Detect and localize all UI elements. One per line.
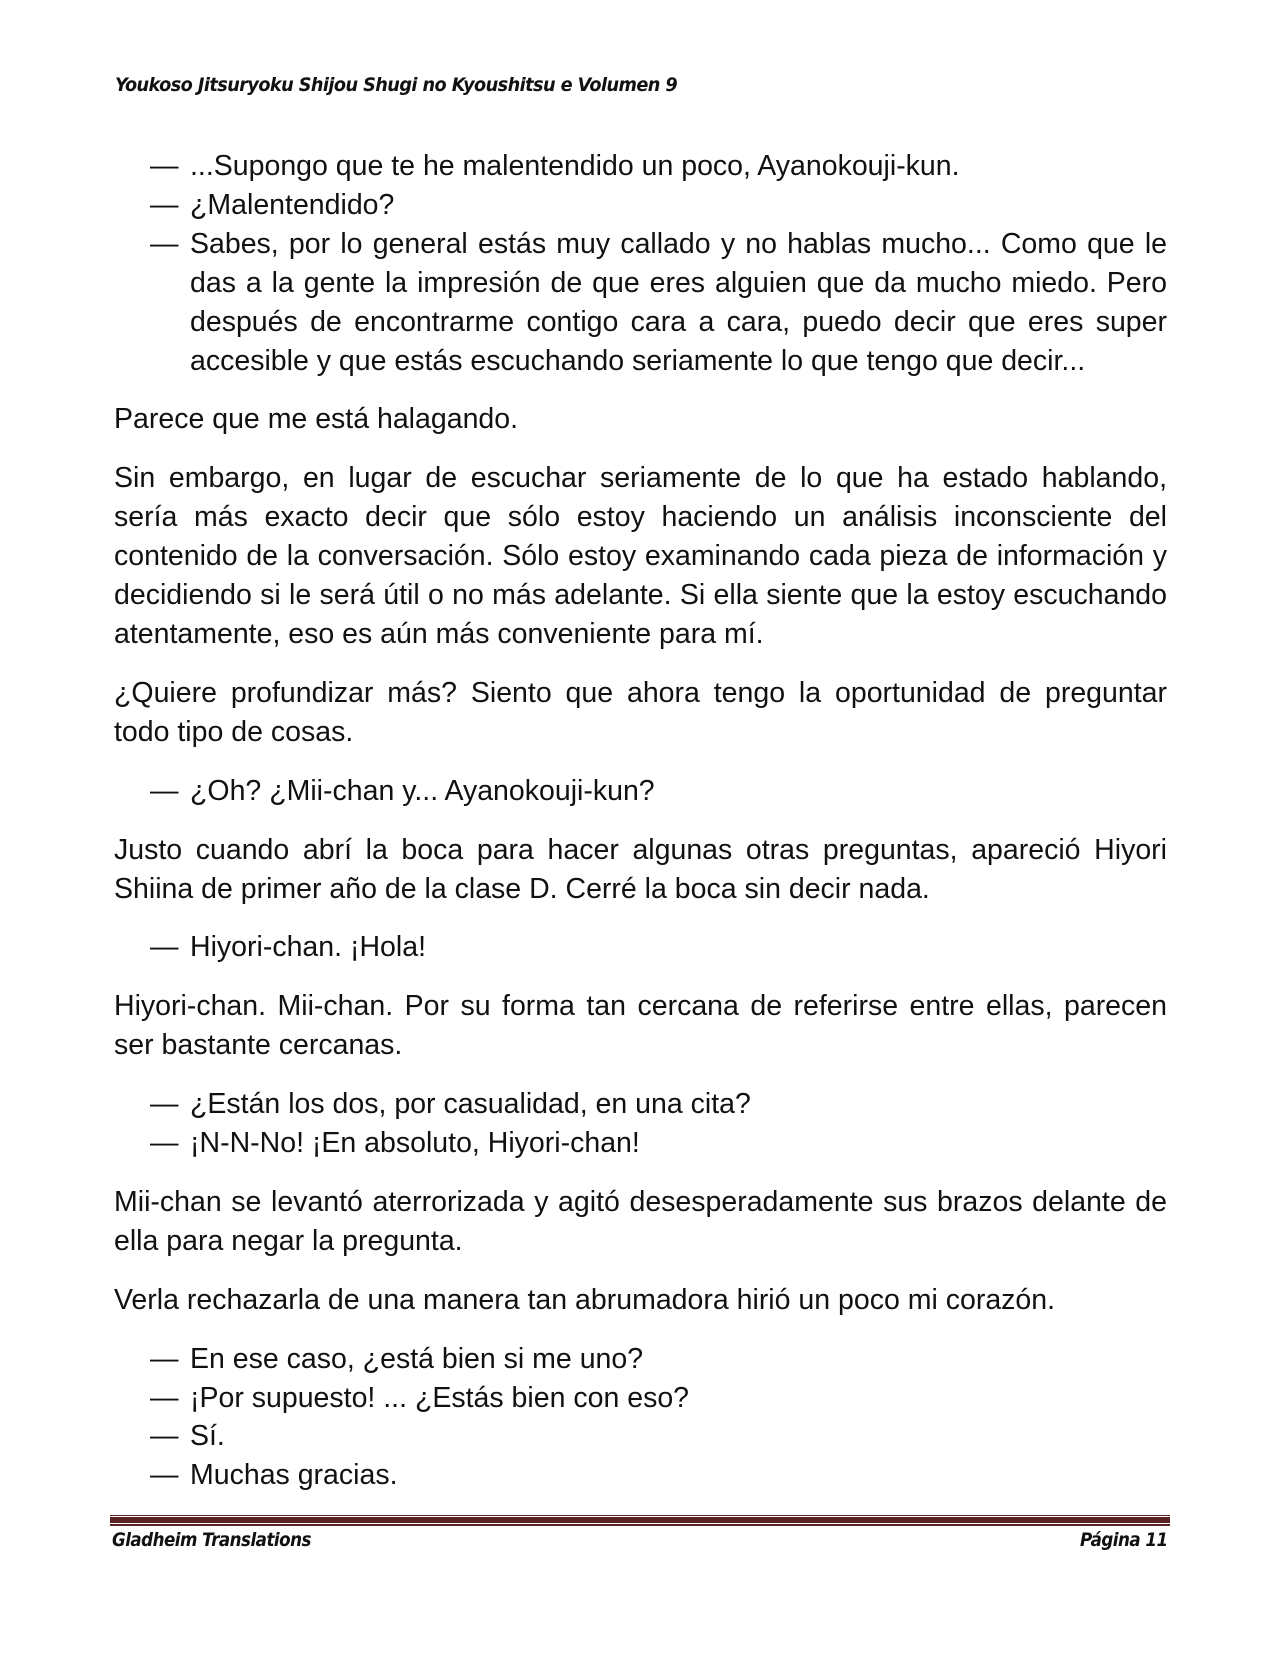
dialogue-dash: — — [150, 1342, 179, 1375]
footer-translator-credit: Gladheim Translations — [112, 1529, 311, 1551]
dialogue-text: ¿Están los dos, por casualidad, en una cita? — [190, 1088, 751, 1121]
dialogue-block — [114, 1340, 1167, 1496]
footer-divider-thin-top — [110, 1515, 1170, 1516]
dialogue-line — [150, 225, 1167, 381]
narration-paragraph: Verla rechazarla de una manera tan abrumadora hirió un poco mi corazón. — [114, 1283, 1056, 1316]
dialogue-dash: — — [150, 1420, 179, 1453]
dialogue-line — [150, 1379, 1167, 1418]
dialogue-block — [114, 772, 1167, 811]
dialogue-dash: — — [150, 188, 179, 221]
dialogue-line — [150, 928, 1167, 967]
narration-paragraph: ¿Quiere profundizar más? Siento que ahora tengo la oportunidad de preguntar todo tipo de cosas. — [114, 676, 1167, 748]
page-header-title: Youkoso Jitsuryoku Shijou Shugi no Kyoushitsu e Volumen 9 — [115, 74, 678, 96]
footer-divider — [110, 1515, 1170, 1526]
dialogue-text: ¿Oh? ¿Mii-chan y... Ayanokouji-kun? — [190, 774, 655, 807]
footer-page-number: Página 11 — [1080, 1529, 1168, 1551]
dialogue-text: Muchas gracias. — [190, 1459, 398, 1492]
dialogue-dash: — — [150, 1459, 179, 1492]
dialogue-text: ¿Malentendido? — [190, 188, 395, 221]
footer-divider-thick — [110, 1517, 1170, 1523]
dialogue-text: Sabes, por lo general estás muy callado y no hablas mucho... Como que le das a la gente la impresión de que eres alguien que da mucho miedo. Pero después de encontrarme contigo cara a cara, puedo decir que eres super accesible y que estás escuchando seriamente lo que tengo que decir... — [190, 227, 1167, 377]
dialogue-dash: — — [150, 1088, 179, 1121]
dialogue-line — [150, 1456, 1167, 1495]
dialogue-dash: — — [150, 774, 179, 807]
dialogue-line — [150, 1340, 1167, 1379]
dialogue-line — [150, 147, 1167, 186]
dialogue-line — [150, 772, 1167, 811]
dialogue-line — [150, 1085, 1167, 1124]
dialogue-text: ...Supongo que te he malentendido un poco, Ayanokouji-kun. — [190, 150, 960, 182]
footer-divider-thin-bottom — [110, 1524, 1170, 1526]
narration-paragraph: Sin embargo, en lugar de escuchar seriamente de lo que ha estado hablando, sería más exacto decir que sólo estoy haciendo un análisis inconsciente del contenido de la conversación. Sólo estoy examinando cada pieza de información y decidiendo si le será útil o no más adelante. Si ella siente que la estoy escuchando atentamente, eso es aún más conveniente para mí. — [114, 462, 1167, 650]
dialogue-dash: — — [150, 931, 179, 964]
dialogue-dash: — — [150, 150, 179, 182]
dialogue-text: Sí. — [190, 1420, 225, 1453]
dialogue-dash: — — [150, 1127, 179, 1160]
narration-paragraph: Parece que me está halagando. — [114, 403, 519, 436]
dialogue-dash: — — [150, 227, 179, 260]
dialogue-block — [114, 1085, 1167, 1163]
dialogue-line — [150, 186, 1167, 225]
page-content — [114, 147, 1167, 1515]
dialogue-text: ¡N-N-No! ¡En absoluto, Hiyori-chan! — [190, 1127, 640, 1160]
dialogue-text: ¡Por supuesto! ... ¿Estás bien con eso? — [190, 1381, 690, 1414]
dialogue-dash: — — [150, 1381, 179, 1414]
dialogue-block — [114, 928, 1167, 967]
narration-paragraph: Justo cuando abrí la boca para hacer algunas otras preguntas, apareció Hiyori Shiina de primer año de la clase D. Cerré la boca sin decir nada. — [114, 833, 1167, 905]
dialogue-text: En ese caso, ¿está bien si me uno? — [190, 1342, 644, 1375]
narration-paragraph: Mii-chan se levantó aterrorizada y agitó desesperadamente sus brazos delante de ella para negar la pregunta. — [114, 1185, 1167, 1257]
dialogue-line — [150, 1124, 1167, 1163]
dialogue-block — [114, 147, 1167, 380]
narration-paragraph: Hiyori-chan. Mii-chan. Por su forma tan cercana de referirse entre ellas, parecen ser bastante cercanas. — [114, 990, 1167, 1062]
dialogue-text: Hiyori-chan. ¡Hola! — [190, 931, 426, 964]
dialogue-line — [150, 1417, 1167, 1456]
